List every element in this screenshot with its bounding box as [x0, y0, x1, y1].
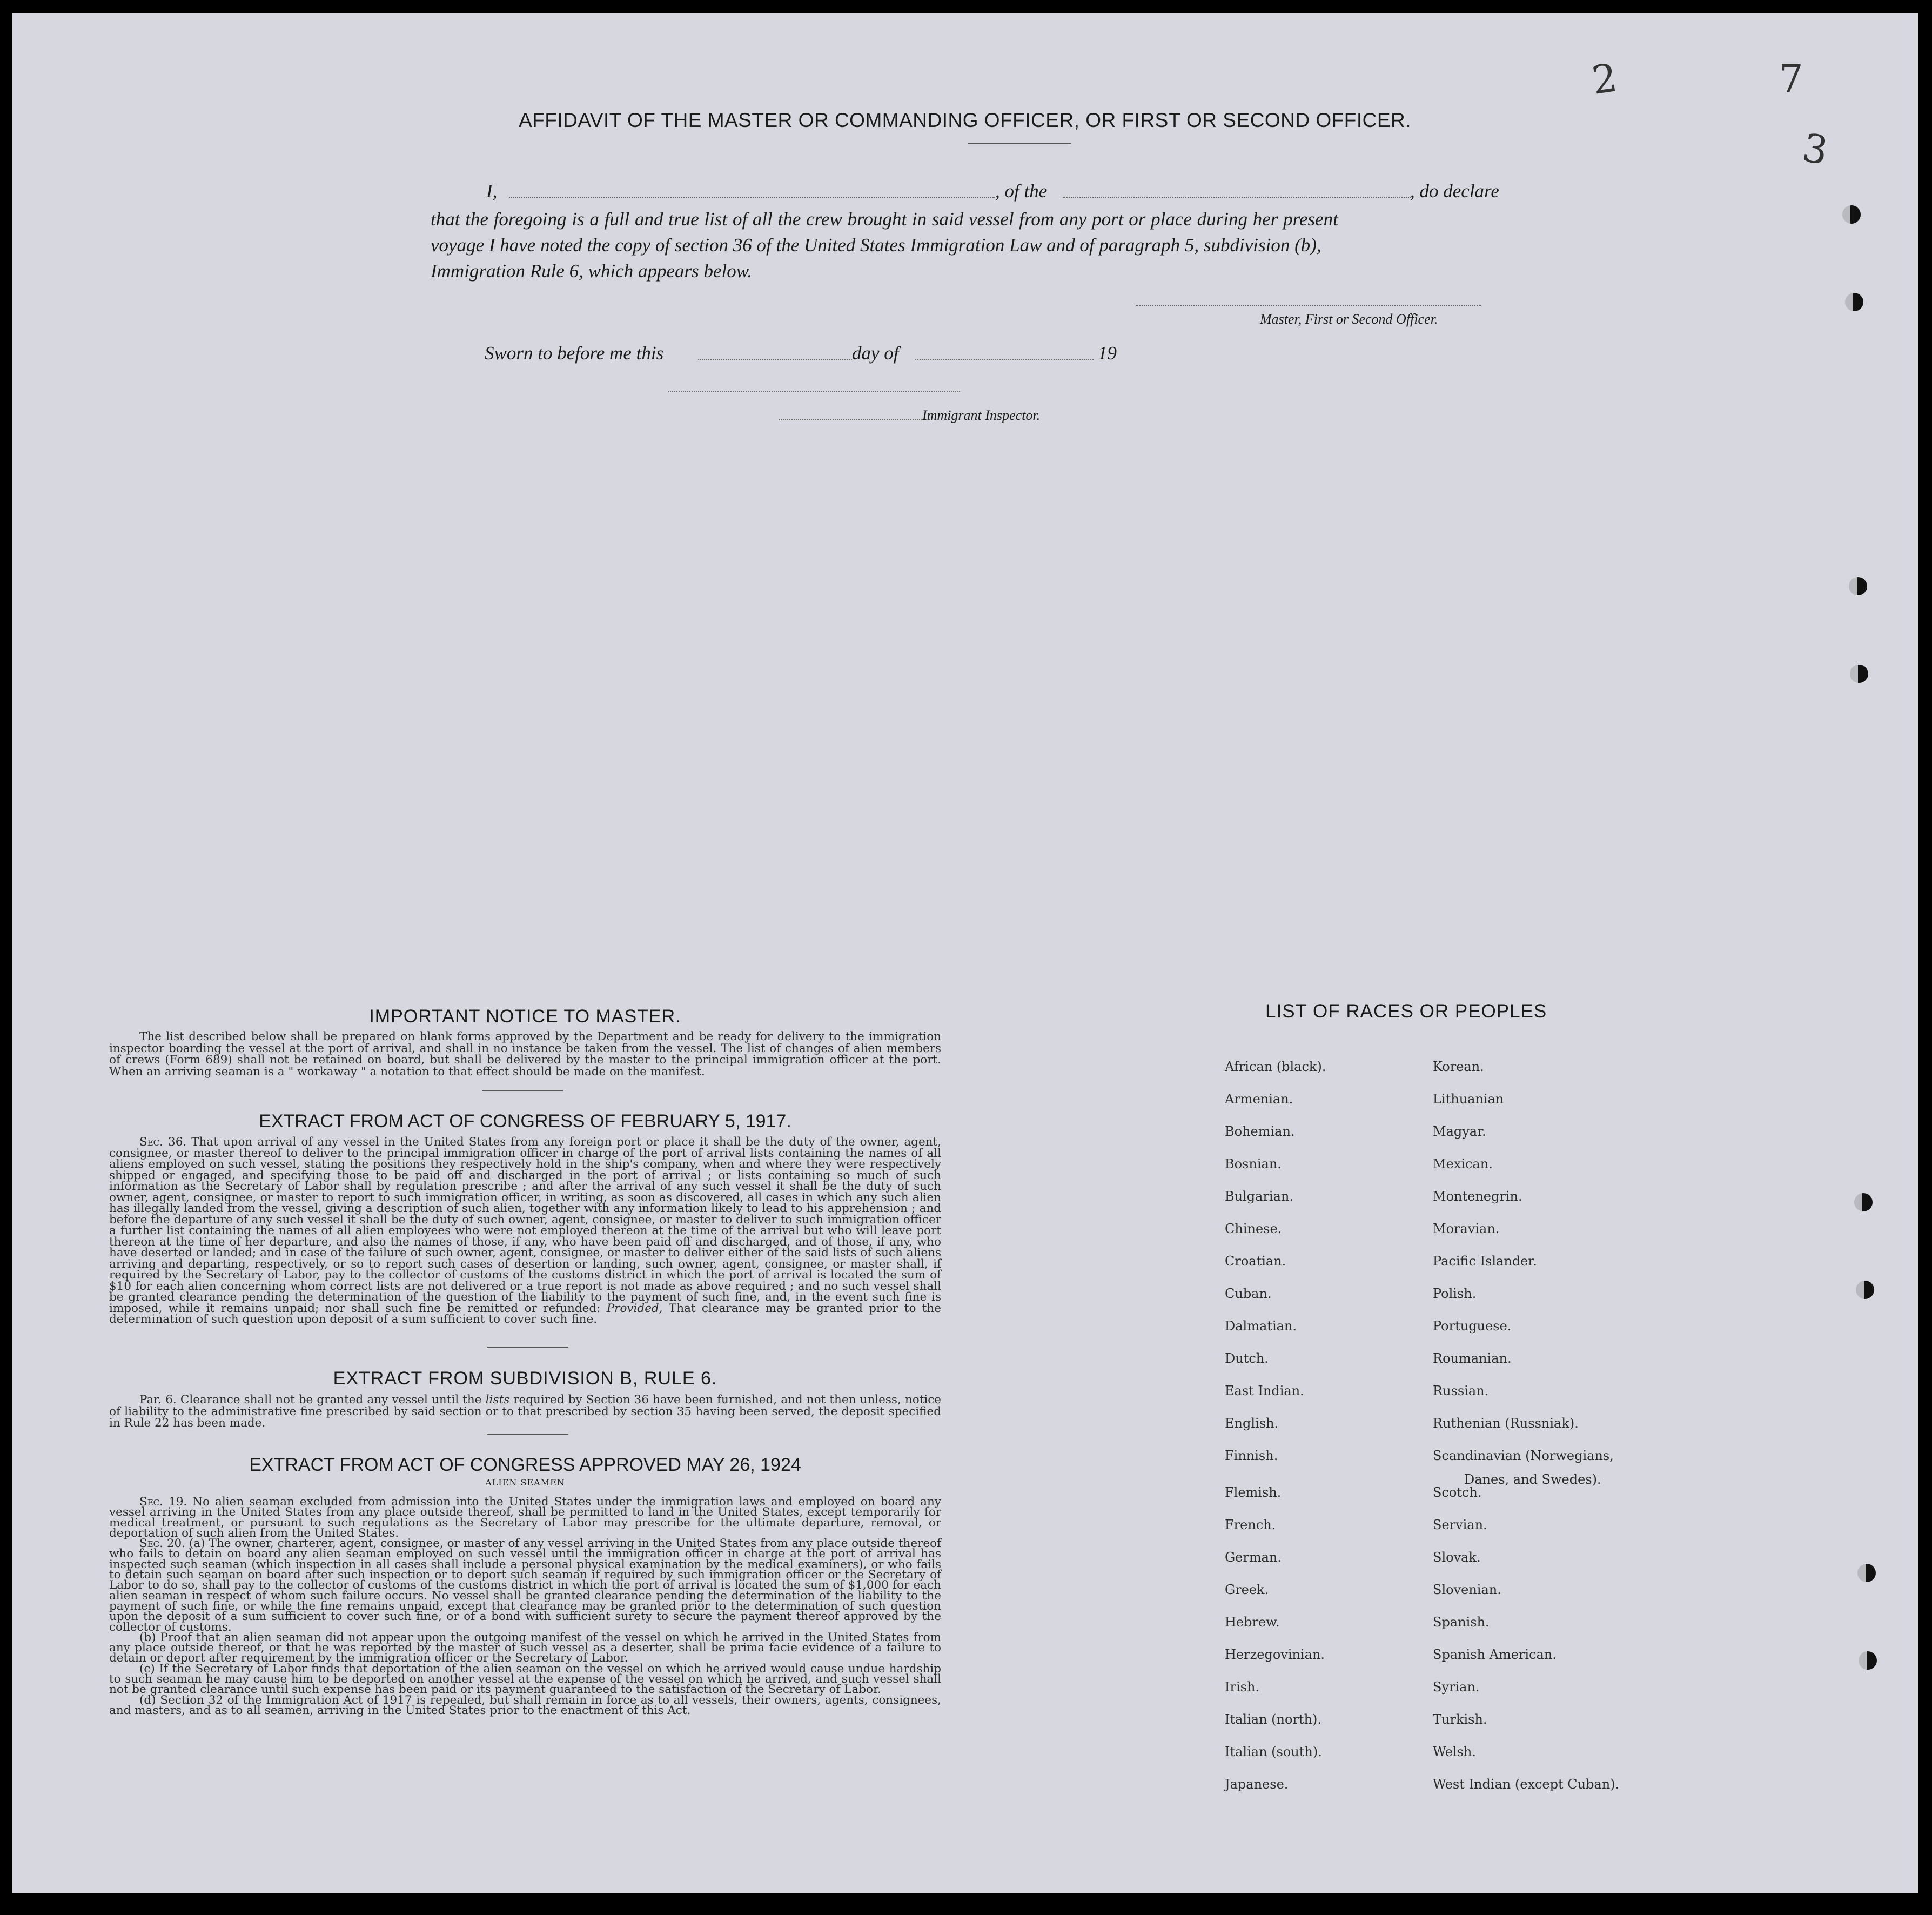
race-item: Dutch. — [1225, 1351, 1269, 1366]
sec-20b-text: (b) Proof that an alien seaman did not appear upon the outgoing manifest of the vessel on which he arrived in the United States from any place outside thereof, or that he was reported by the master of such vessel as a deserter, shall be prima facie evidence of a failure to detain or deport after requirement by the immigration officer or the Secretary of Labor. — [109, 1630, 941, 1665]
race-item: Flemish. — [1225, 1485, 1282, 1500]
par-6-label: Par. 6. — [139, 1393, 177, 1407]
race-item: Slovak. — [1433, 1550, 1481, 1565]
name-field[interactable] — [509, 197, 995, 198]
race-item: Finnish. — [1225, 1448, 1278, 1463]
rule-6-title: EXTRACT FROM SUBDIVISION B, RULE 6. — [333, 1368, 717, 1389]
affidavit-line-1: that the foregoing is a full and true list of all the crew brought in said vessel from any port or place during her present — [431, 209, 1338, 230]
race-item: Montenegrin. — [1433, 1189, 1522, 1204]
sec-20d-text: (d) Section 32 of the Immigration Act of 1917 is repealed, but shall remain in force as to all vessels, their owners, agents, consignees, and masters, and as to all seamen, arriving in the United States prior to the enactment of this Act. — [109, 1693, 941, 1717]
race-item: Turkish. — [1433, 1712, 1487, 1727]
race-item: Roumanian. — [1433, 1351, 1512, 1366]
sworn-day-of: day of — [852, 343, 899, 364]
race-item: Spanish American. — [1433, 1647, 1557, 1662]
divider — [482, 1090, 563, 1091]
sec-36-text-end: That clearance may be granted prior to the determination of such question upon deposit of a sum sufficient to cover such fine. — [109, 1301, 941, 1326]
extract-1924-text — [109, 1497, 941, 1716]
race-item: Armenian. — [1225, 1092, 1293, 1107]
rule-6-text — [109, 1394, 941, 1429]
lists-word: lists — [485, 1393, 510, 1407]
sworn-month-field[interactable] — [915, 359, 1094, 360]
sec-36-text: That upon arrival of any vessel in the United States from any foreign port or place it shall be the duty of the owner, agent, consignee, or master thereof to deliver to the principal immigration officer in charge of the port of arrival lists containing the names of all aliens employed on such vessel, stating the positions they respectively hold in the ship's company, when and where they were respectively shipped or engaged, and specifying those to be paid off and discharged in the port of arrival ; or lists containing so much of such information as the Secretary of Labor shall by regulation prescribe ; and after the arrival of any such vessel it shall be the duty of such owner, agent, consignee, or master to report to such immigration officer, in writing, as soon as discovered, all cases in which any such alien has illegally landed from the vessel, giving a description of such alien, together with any information likely to lead to his apprehension ; and before the departure of any such vessel it shall be the duty of such owner, agent, consignee, or master to deliver to such immigration officer a further list containing the names of all alien employees who were not employed thereon at the time of the arrival but who will leave port thereon at the time of her departure, and also the names of those, if any, who have been paid off and discharged, and of those, if any, who have deserted or landed; and in case of the failure of such owner, agent, consignee, or master to deliver either of the said lists of such aliens arriving and departing, respectively, or so to report such cases of desertion or landing, such owner, agent, consignee, or master shall, if required by the Secretary of Labor, pay to the collector of customs of the customs district in which the port of arrival is located the sum of $10 for each alien concerning whom correct lists are not delivered or a true report is not made as above required ; and no such vessel shall be granted clearance pending the determination of the question of the liability to the payment of such fine, and, in the event such fine is imposed, while it remains unpaid; nor shall such fine be remitted or refunded: — [109, 1135, 941, 1315]
inspector-caption: Immigrant Inspector. — [922, 407, 1041, 423]
race-item: Polish. — [1433, 1286, 1477, 1301]
punch-hole — [1845, 293, 1863, 311]
race-item: German. — [1225, 1550, 1282, 1565]
notice-title: IMPORTANT NOTICE TO MASTER. — [369, 1006, 681, 1027]
race-item: Russian. — [1433, 1383, 1489, 1398]
race-item: Scotch. — [1433, 1485, 1482, 1500]
notice-text — [109, 1031, 941, 1077]
race-item: Italian (north). — [1225, 1712, 1322, 1727]
declare-end: , do declare — [1410, 180, 1499, 202]
extract-1924-title: EXTRACT FROM ACT OF CONGRESS APPROVED MAY 26, 1924 — [249, 1455, 801, 1475]
inspector-line[interactable] — [779, 419, 930, 420]
sec-20a-text: (a) The owner, charterer, agent, consignee, or master of any vessel arriving in the United States from any place outside thereof who fails to detain on board any alien seaman employed on such vessel until the immigration officer in charge at the port of arrival has inspected such seaman (which inspection in all cases shall include a personal physical examination by the medical examiners), or who fails to detain such seaman on board after such inspection or to deport such seaman if required by such immigration officer or the Secretary of Labor to do so, shall pay to the collector of customs of the customs district in which the port of arrival is located the sum of $1,000 for each alien seaman in respect of whom such failure occurs. No vessel shall be granted clearance pending the determination of the liability to the payment of such fine, or while the fine remains unpaid, except that clearance may be granted prior to the determination of such question upon the deposit of a sum sufficient to cover such fine, or of a bond with sufficient surety to secure the payment thereof approved by the collector of customs. — [109, 1537, 941, 1634]
race-item: Bosnian. — [1225, 1156, 1282, 1171]
race-item: Moravian. — [1433, 1221, 1500, 1236]
race-item: French. — [1225, 1517, 1276, 1532]
race-item: Dalmatian. — [1225, 1318, 1297, 1334]
race-item: Italian (south). — [1225, 1744, 1322, 1759]
race-item: Hebrew. — [1225, 1615, 1280, 1630]
race-item: Welsh. — [1433, 1744, 1476, 1759]
race-item: Irish. — [1225, 1679, 1260, 1695]
races-title: LIST OF RACES OR PEOPLES — [1265, 1001, 1547, 1022]
race-item: Bulgarian. — [1225, 1189, 1293, 1204]
race-item: Chinese. — [1225, 1221, 1282, 1236]
rule-6-text-b: required by Section 36 have been furnished, and not then unless, notice of liability to the administrative fine prescribed by said section or to that prescribed by section 35 having been served, the deposit specified in Rule 22 has been made. — [109, 1393, 941, 1430]
inspector-line-upper — [668, 391, 960, 392]
vessel-field[interactable] — [1063, 197, 1411, 198]
punch-hole — [1854, 1193, 1873, 1211]
race-item: West Indian (except Cuban). — [1433, 1777, 1620, 1792]
race-item: Lithuanian — [1433, 1092, 1504, 1107]
handwritten-mark-3: 3 — [1799, 124, 1832, 174]
race-item: Bohemian. — [1225, 1124, 1295, 1139]
document-page — [12, 13, 1918, 1893]
punch-hole — [1856, 1281, 1874, 1299]
race-item: Cuban. — [1225, 1286, 1272, 1301]
handwritten-mark-2: 7 — [1779, 56, 1803, 102]
divider — [968, 143, 1071, 144]
notice-paragraph: The list described below shall be prepared on blank forms approved by the Department and be ready for delivery to the immigration inspector boarding the vessel at the port of arrival, and shall in no instance be taken from the vessel. The list of changes of alien members of crews (Form 689) shall not be retained on board, but shall be delivered by the master to the principal immigration officer at the port. When an arriving seaman is a " workaway " a notation to that effect should be made on the manifest. — [109, 1030, 941, 1079]
race-item: Slovenian. — [1433, 1582, 1501, 1597]
race-item: Spanish. — [1433, 1615, 1490, 1630]
divider — [487, 1347, 568, 1348]
punch-hole — [1857, 1564, 1876, 1582]
divider — [487, 1434, 568, 1435]
sec-19-text: No alien seaman excluded from admission into the United States under the immigration laws and employed on board any vessel arriving in the United States from any place outside thereof, shall be permitted to land in the United States, except temporarily for medical treatment, or pursuant to such regulations as the Secretary of Labor may prescribe for the ultimate departure, removal, or deportation of such alien from the United States. — [109, 1495, 941, 1540]
race-item: Pacific Islander. — [1433, 1254, 1537, 1269]
rule-6-text-a: Clearance shall not be granted any vessel until the — [180, 1393, 482, 1407]
scandinavian-continuation: Danes, and Swedes). — [1464, 1472, 1601, 1487]
race-item: Portuguese. — [1433, 1318, 1512, 1334]
affidavit-line-3: Immigration Rule 6, which appears below. — [431, 260, 753, 282]
punch-hole — [1849, 577, 1867, 595]
affidavit-title: AFFIDAVIT OF THE MASTER OR COMMANDING OFFICER, OR FIRST OR SECOND OFFICER. — [518, 109, 1412, 131]
race-item: Croatian. — [1225, 1254, 1286, 1269]
sec-19-label: Sec. 19. — [139, 1495, 187, 1509]
sec-36-label: Sec. 36. — [139, 1135, 187, 1149]
extract-1917-title: EXTRACT FROM ACT OF CONGRESS OF FEBRUARY 5, 1917. — [259, 1111, 791, 1131]
affidavit-line-2: voyage I have noted the copy of section 36 of the United States Immigration Law and of paragraph 5, subdivision (b), — [431, 235, 1321, 256]
race-item: Herzegovinian. — [1225, 1647, 1325, 1662]
handwritten-mark-1: 2 — [1589, 55, 1620, 103]
race-item: African (black). — [1225, 1059, 1326, 1074]
sec-20c-text: (c) If the Secretary of Labor finds that deportation of the alien seaman on the vessel on which he arrived would cause undue hardship to such seaman he may cause him to be deported on another vessel at the expense of the vessel on which he arrived, and such vessel shall not be granted clearance until such expense has been paid or its payment guaranteed to the satisfaction of the Secretary of Labor. — [109, 1662, 941, 1697]
race-item: English. — [1225, 1416, 1279, 1431]
sworn-day-field[interactable] — [698, 359, 852, 360]
sworn-year: 19 — [1098, 343, 1117, 364]
extract-1917-text — [109, 1137, 941, 1325]
signature-caption: Master, First or Second Officer. — [1260, 311, 1438, 327]
punch-hole — [1859, 1651, 1877, 1670]
race-item: Greek. — [1225, 1582, 1269, 1597]
race-item: Ruthenian (Russniak). — [1433, 1416, 1579, 1431]
race-item: East Indian. — [1225, 1383, 1304, 1398]
race-item: Scandinavian (Norwegians, — [1433, 1448, 1614, 1463]
race-item: Mexican. — [1433, 1156, 1493, 1171]
provided-word: Provided, — [606, 1301, 663, 1315]
race-item: Japanese. — [1225, 1777, 1289, 1792]
declare-i: I, — [486, 180, 498, 202]
declare-of-the: , of the — [995, 180, 1048, 202]
signature-line[interactable] — [1136, 305, 1481, 306]
punch-hole — [1850, 665, 1868, 683]
race-item: Syrian. — [1433, 1679, 1480, 1695]
alien-seamen-subtitle: ALIEN SEAMEN — [485, 1477, 565, 1488]
race-item: Magyar. — [1433, 1124, 1486, 1139]
race-item: Servian. — [1433, 1517, 1487, 1532]
sworn-prefix: Sworn to before me this — [485, 343, 664, 364]
punch-hole — [1842, 205, 1861, 224]
sec-20-label: Sec. 20. — [139, 1537, 186, 1551]
race-item: Korean. — [1433, 1059, 1484, 1074]
